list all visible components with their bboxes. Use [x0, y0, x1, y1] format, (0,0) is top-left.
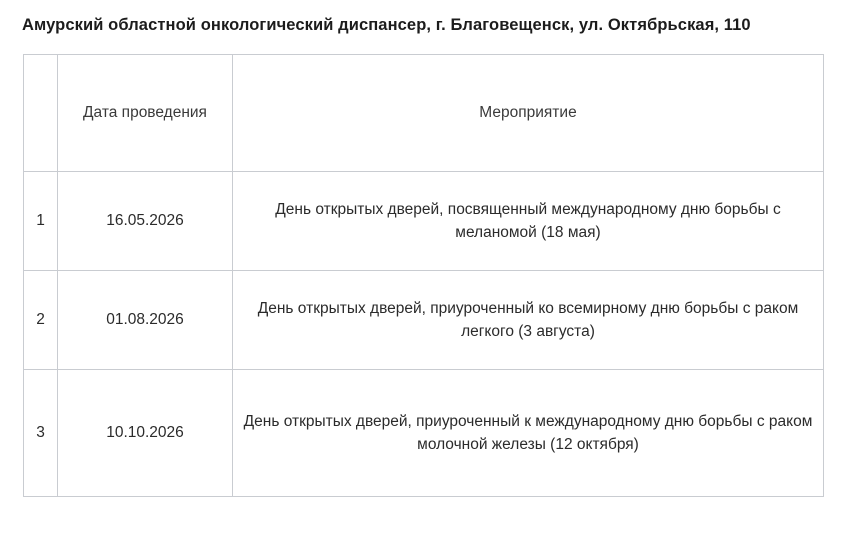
- table-body: [24, 171, 824, 496]
- column-header-date: Дата проведения: [58, 54, 233, 171]
- cell-number: 1: [24, 171, 58, 270]
- table-header: [24, 54, 824, 171]
- cell-date: 10.10.2026: [58, 369, 233, 496]
- cell-number: 3: [24, 369, 58, 496]
- table-row: [24, 270, 824, 369]
- page-title: Амурский областной онкологический диспансер, г. Благовещенск, ул. Октябрьская, 110: [22, 16, 751, 34]
- cell-event: День открытых дверей, приуроченный ко всемирному дню борьбы с раком легкого (3 августа): [233, 270, 824, 369]
- table-row: [24, 171, 824, 270]
- column-header-event: Мероприятие: [233, 54, 824, 171]
- cell-date: 16.05.2026: [58, 171, 233, 270]
- cell-number: 2: [24, 270, 58, 369]
- table-header-row: [24, 54, 824, 171]
- column-header-number: [24, 54, 58, 171]
- schedule-table: [23, 54, 824, 497]
- cell-event: День открытых дверей, посвященный международному дню борьбы с меланомой (18 мая): [233, 171, 824, 270]
- cell-date: 01.08.2026: [58, 270, 233, 369]
- table-row: [24, 369, 824, 496]
- cell-event: День открытых дверей, приуроченный к международному дню борьбы с раком молочной железы (12 октября): [233, 369, 824, 496]
